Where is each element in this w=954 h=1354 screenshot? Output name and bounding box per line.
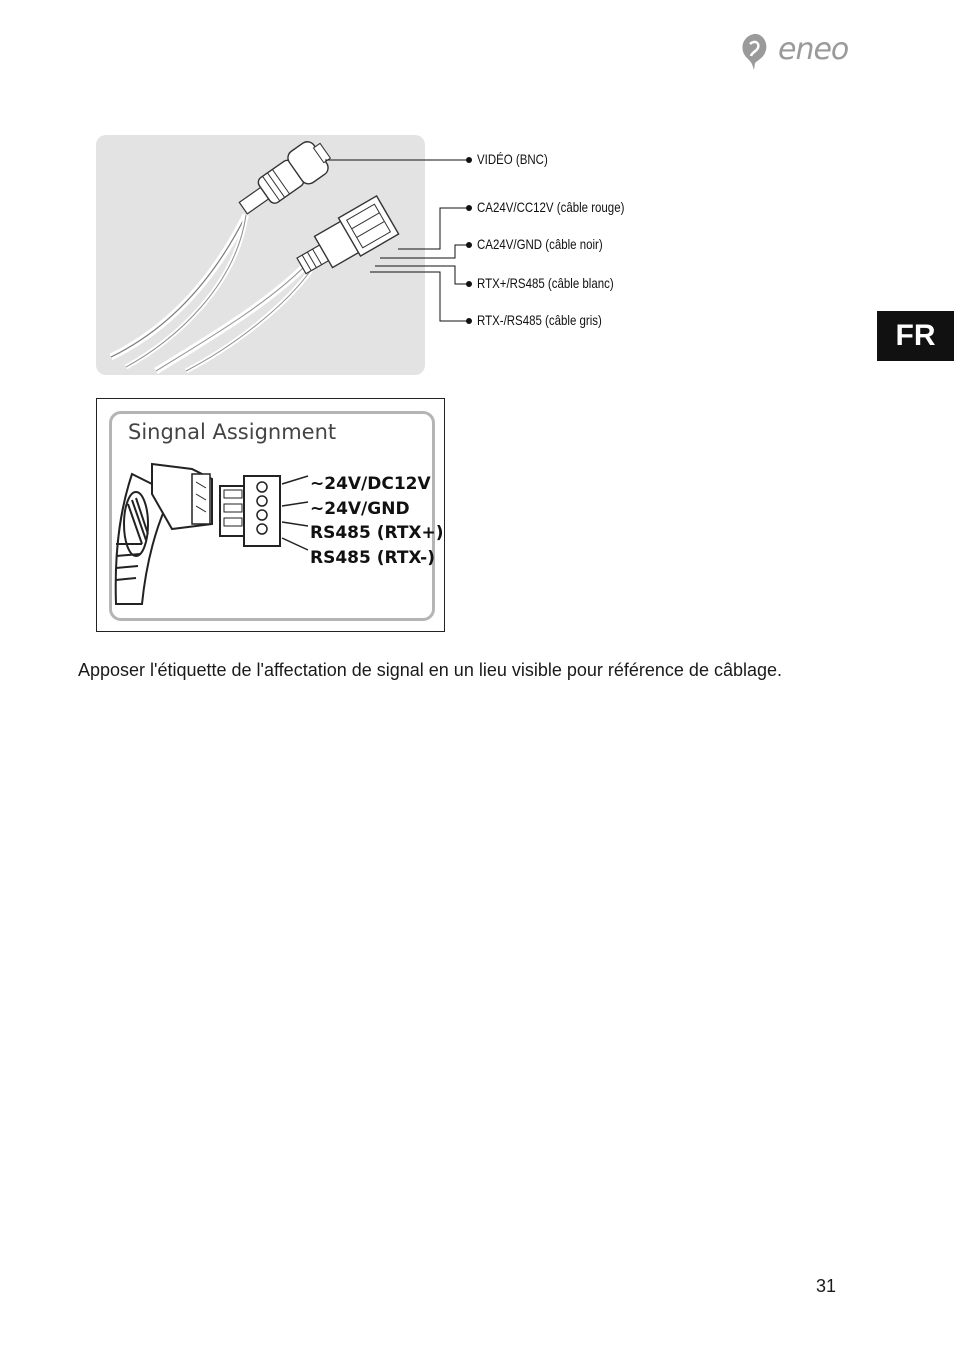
instruction-text: Apposer l'étiquette de l'affectation de signal en un lieu visible pour référence de câblage.	[78, 660, 783, 680]
signal-list	[310, 472, 444, 570]
callout-rtx-plus-white: RTX+/RS485 (câble blanc)	[477, 275, 614, 291]
callout-video: VIDÉO (BNC)	[477, 151, 548, 167]
signal-ground: ~24V/GND	[310, 498, 410, 519]
callout-rtx-minus-gray: RTX-/RS485 (câble gris)	[477, 312, 602, 328]
signal-power: ~24V/DC12V	[310, 474, 431, 494]
signal-assignment-label	[96, 398, 445, 632]
callout-ground-black: CA24V/GND (câble noir)	[477, 236, 603, 252]
label-title: Singnal Assignment	[128, 420, 337, 444]
signal-rtx-plus: RS485 (RTX+)	[310, 523, 444, 543]
signal-rtx-minus: RS485 (RTX-)	[310, 547, 435, 568]
cable-photo	[96, 135, 425, 375]
logo-wordmark: eneo	[778, 32, 849, 67]
page-number: 31	[816, 1276, 837, 1296]
callout-power-red: CA24V/CC12V (câble rouge)	[477, 199, 625, 215]
label-frame	[109, 411, 444, 621]
language-tab: FR	[877, 311, 954, 361]
cable-illustration	[96, 135, 425, 375]
